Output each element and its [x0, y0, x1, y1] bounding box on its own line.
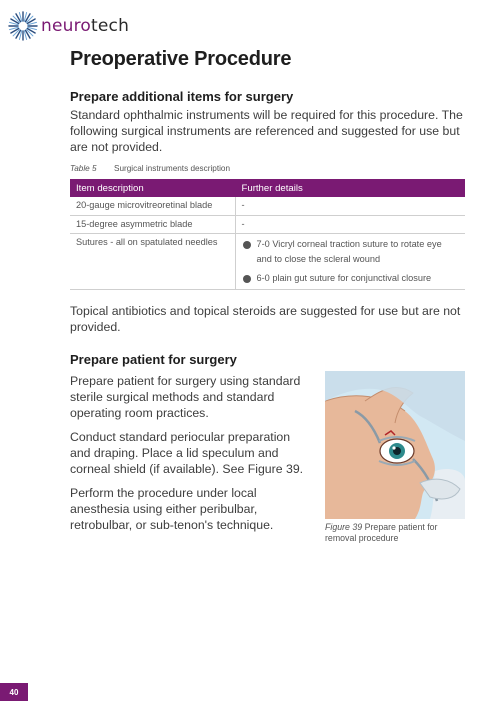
- table-cell-detail-list: [235, 233, 465, 289]
- bullet-item: [242, 237, 459, 267]
- section-intro-text: Standard ophthalmic instruments will be required for this procedure. The following surgical instruments are referenced and suggested for use but are not provided.: [70, 108, 463, 154]
- figure-caption: [325, 522, 465, 544]
- table-caption: [70, 164, 230, 173]
- header: [8, 10, 129, 42]
- topical-note: Topical antibiotics and topical steroids are suggested for use but are not provided.: [70, 304, 461, 334]
- figure-illustration: [325, 371, 465, 519]
- brand-name-accent: neuro: [41, 16, 92, 36]
- section-heading-additional-items: Prepare additional items for surgery: [70, 89, 294, 104]
- page-title: Preoperative Procedure: [70, 48, 292, 70]
- figure-caption-text: Prepare patient for removal procedure: [325, 522, 438, 543]
- table-header-details: Further details: [235, 179, 465, 197]
- page-number: 40: [0, 683, 28, 701]
- brand-name-rest: tech: [91, 16, 130, 36]
- brand-name: [41, 16, 129, 36]
- table-row: [70, 215, 465, 233]
- bullet-item: [242, 271, 459, 286]
- table-cell-detail: -: [235, 197, 465, 215]
- neurotech-logo-icon: [8, 11, 38, 41]
- table-row: [70, 233, 465, 289]
- table-number: Table 5: [70, 164, 97, 173]
- section-body: [70, 373, 310, 541]
- table-cell-detail: -: [235, 215, 465, 233]
- bullet-icon: [243, 275, 251, 283]
- table-header-row: [70, 179, 465, 197]
- table-cell-item: 15-degree asymmetric blade: [70, 215, 235, 233]
- table-cell-item: Sutures - all on spatulated needles: [70, 233, 235, 289]
- bullet-icon: [243, 241, 251, 249]
- paragraph: Prepare patient for surgery using standard sterile surgical methods and standard operating room practices.: [70, 374, 301, 420]
- table-row: [70, 197, 465, 215]
- table-cell-item: 20-gauge microvitreoretinal blade: [70, 197, 235, 215]
- eye-surgery-illustration: [325, 371, 465, 519]
- paragraph: Conduct standard periocular preparation and draping. Place a lid speculum and corneal shield (if available). See Figure 39.: [70, 430, 304, 476]
- table-caption-text: Surgical instruments description: [114, 164, 231, 173]
- bullet-text: 7-0 Vicryl corneal traction suture to rotate eye and to close the scleral wound: [256, 238, 442, 264]
- paragraph: Perform the procedure under local anesthesia using either peribulbar, retrobulbar, or sub-tenon's technique.: [70, 486, 274, 532]
- instruments-table: [70, 179, 465, 290]
- table-header-item: Item description: [70, 179, 235, 197]
- bullet-text: 6-0 plain gut suture for conjunctival closure: [256, 272, 432, 283]
- figure-number: Figure 39: [325, 522, 363, 532]
- section-heading-prepare-patient: Prepare patient for surgery: [70, 352, 237, 367]
